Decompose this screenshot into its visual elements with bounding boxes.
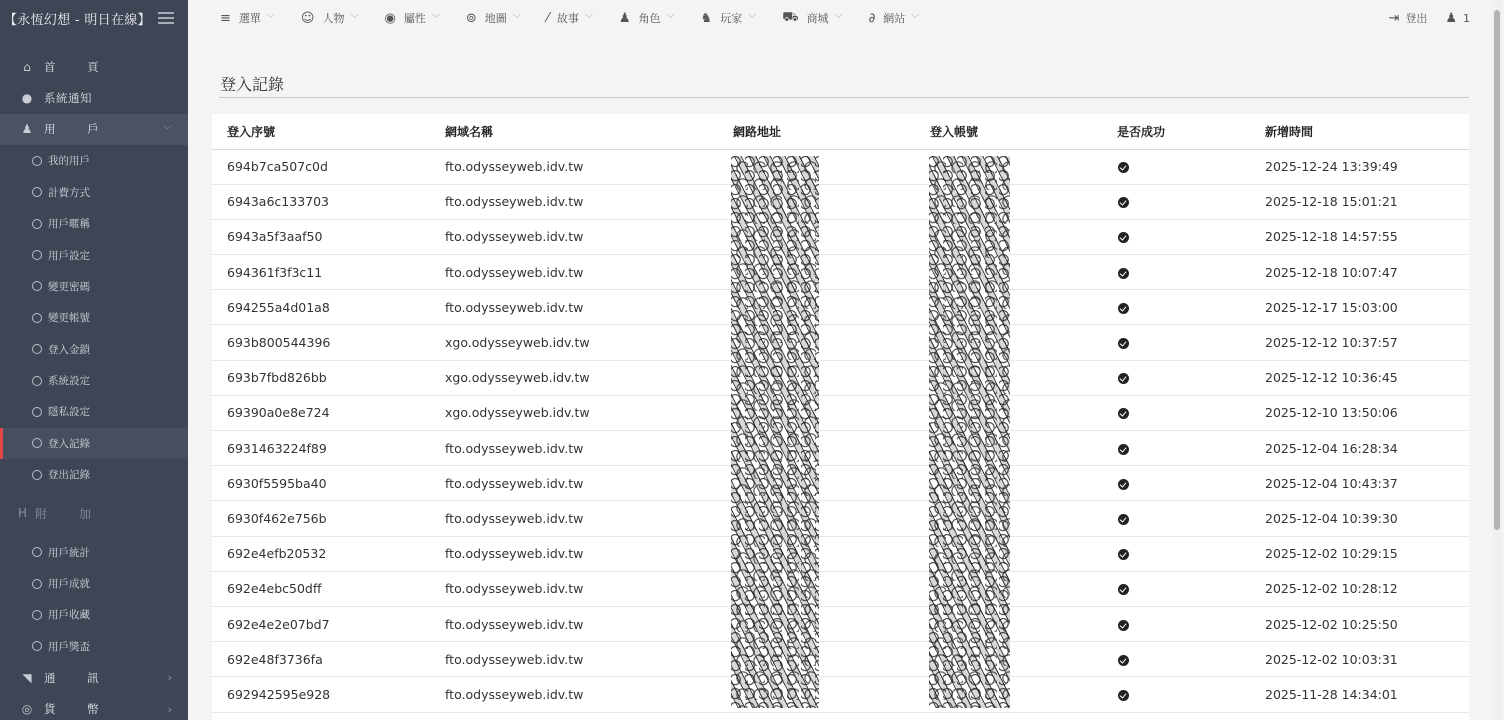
cell-success: [1102, 677, 1250, 712]
cell-success: [1102, 501, 1250, 536]
sidebar-subitem[interactable]: [0, 365, 188, 396]
table-row: [212, 431, 1469, 466]
column-header-account[interactable]: 登入帳號: [915, 114, 1102, 149]
sidebar-subitem-label: 系統設定: [48, 375, 90, 388]
check-circle-icon: [1118, 373, 1129, 384]
topnav-attributes[interactable]: [384, 10, 439, 26]
circle-icon: [32, 250, 42, 260]
cell-domain: fto.odysseyweb.idv.tw: [430, 255, 718, 290]
cell-success: [1102, 642, 1250, 677]
top-navigation: [188, 0, 1504, 36]
table-row: [212, 642, 1469, 677]
map-pin-icon: ⊚: [465, 10, 477, 26]
topnav-label: 地圖: [484, 12, 507, 25]
cell-domain: fto.odysseyweb.idv.tw: [430, 219, 718, 254]
circle-icon: [32, 547, 42, 557]
cell-domain: fto.odysseyweb.idv.tw: [430, 501, 718, 536]
check-circle-icon: [1118, 690, 1129, 701]
cart-icon: ⛟: [782, 9, 799, 25]
check-circle-icon: [1118, 162, 1129, 173]
page-scrollbar[interactable]: [1492, 0, 1502, 720]
circle-icon: [32, 610, 42, 620]
app-brand: [0, 0, 188, 36]
link-icon: ∂: [868, 10, 876, 26]
check-circle-icon: [1118, 444, 1129, 455]
user-icon: ♟: [21, 122, 33, 137]
circle-icon: [32, 407, 42, 417]
logout-label: 登出: [1405, 12, 1428, 25]
circle-icon: [32, 470, 42, 480]
cell-success: [1102, 536, 1250, 571]
topnav-label: 故事: [556, 12, 579, 25]
sidebar-section-extra: [0, 490, 188, 536]
chevron-right-icon: ›: [167, 671, 172, 685]
sidebar-subitem[interactable]: [0, 145, 188, 176]
chevron-down-icon: ﹀: [266, 13, 275, 23]
circle-icon: [32, 281, 42, 291]
table-row: [212, 571, 1469, 606]
sidebar-subitem[interactable]: [0, 428, 188, 459]
account-mosaic: [929, 156, 1010, 708]
sidebar-item-home[interactable]: [0, 51, 188, 82]
cell-login-id: 694255a4d01a8: [212, 290, 430, 325]
column-header-domain[interactable]: 網域名稱: [430, 114, 718, 149]
circle-icon: [32, 579, 42, 589]
table-row: [212, 677, 1469, 712]
cell-domain: fto.odysseyweb.idv.tw: [430, 642, 718, 677]
online-users[interactable]: [1445, 11, 1470, 26]
sidebar-subitem[interactable]: [0, 631, 188, 662]
cell-success: [1102, 149, 1250, 184]
cell-success: [1102, 290, 1250, 325]
topnav-website[interactable]: [869, 10, 920, 26]
online-count: 1: [1463, 11, 1470, 25]
chevron-down-icon: ﹀: [431, 13, 440, 23]
topnav-label: 玩家: [720, 12, 743, 25]
cell-login-id: 6931463224f89: [212, 431, 430, 466]
sidebar-item-messaging[interactable]: [0, 662, 188, 693]
cell-time: 2025-12-04 10:39:30: [1250, 501, 1469, 536]
circle-icon: [32, 187, 42, 197]
cell-domain: xgo.odysseyweb.idv.tw: [430, 395, 718, 430]
cell-login-id: 6930f5595ba40: [212, 466, 430, 501]
cell-domain: fto.odysseyweb.idv.tw: [430, 606, 718, 641]
cell-login-id: 694b7ca507c0d: [212, 149, 430, 184]
users-submenu: [0, 145, 188, 490]
coin-icon: ◎: [21, 702, 33, 717]
column-header-id[interactable]: 登入序號: [212, 114, 430, 149]
sidebar-subitem-label: 登出記錄: [48, 469, 90, 482]
circle-icon: [32, 344, 42, 354]
table-row: [212, 184, 1469, 219]
table-row: [212, 360, 1469, 395]
circle-icon: [32, 438, 42, 448]
sidebar-subitem[interactable]: [0, 239, 188, 270]
wand-icon: ⁄: [546, 10, 549, 26]
sidebar-subitem[interactable]: [0, 396, 188, 427]
cell-time: 2025-12-24 13:39:49: [1250, 149, 1469, 184]
cell-login-id: 692e4e2e07bd7: [212, 606, 430, 641]
cell-success: [1102, 606, 1250, 641]
heading-icon: H: [18, 506, 28, 521]
cell-success: [1102, 571, 1250, 606]
logout-button[interactable]: [1388, 10, 1427, 26]
sidebar-subitem-label: 用戶設定: [48, 249, 90, 262]
sidebar-item-label: 系統通知: [44, 91, 92, 106]
cell-login-id: 6930f462e756b: [212, 501, 430, 536]
cell-domain: fto.odysseyweb.idv.tw: [430, 290, 718, 325]
cell-time: 2025-12-02 10:03:31: [1250, 642, 1469, 677]
circle-icon: [32, 156, 42, 166]
circle-icon: [32, 219, 42, 229]
sidebar-subitem[interactable]: [0, 568, 188, 599]
home-icon: ⌂: [23, 59, 31, 74]
sidebar-subitem[interactable]: [0, 536, 188, 567]
cell-time: 2025-12-10 13:50:06: [1250, 395, 1469, 430]
cell-success: [1102, 219, 1250, 254]
check-circle-icon: [1118, 479, 1129, 490]
cell-success: [1102, 431, 1250, 466]
cell-time: 2025-12-18 15:01:21: [1250, 184, 1469, 219]
topnav-label: 網站: [883, 12, 906, 25]
cell-domain: fto.odysseyweb.idv.tw: [430, 149, 718, 184]
sidebar-item-notifications[interactable]: [0, 82, 188, 113]
sidebar-subitem[interactable]: [0, 334, 188, 365]
sidebar-subitem-label: 登入金鎖: [48, 343, 90, 356]
sidebar-subitem-label: 用戶暱稱: [48, 218, 90, 231]
chevron-down-icon: ﹀: [512, 13, 521, 23]
login-records-panel: [212, 114, 1469, 720]
sidebar-item-label: 通 訊: [44, 670, 113, 685]
cell-time: 2025-12-18 10:07:47: [1250, 255, 1469, 290]
chevron-right-icon: ›: [167, 702, 172, 716]
cell-domain: fto.odysseyweb.idv.tw: [430, 571, 718, 606]
cell-time: 2025-11-28 14:34:01: [1250, 677, 1469, 712]
sidebar-subitem[interactable]: [0, 599, 188, 630]
cell-time: 2025-12-02 10:25:50: [1250, 606, 1469, 641]
cell-time: 2025-12-17 15:03:00: [1250, 290, 1469, 325]
cell-login-id: 692e48f3736fa: [212, 642, 430, 677]
person-circle-icon: ☺: [300, 10, 315, 26]
topnav-players[interactable]: [701, 10, 757, 26]
check-circle-icon: [1118, 514, 1129, 525]
logout-icon: ⇥: [1388, 10, 1400, 26]
sidebar-subitem-label: 我的用戶: [48, 155, 90, 168]
users-icon: ♟: [1445, 10, 1457, 26]
table-row: [212, 501, 1469, 536]
topnav-menu[interactable]: [220, 10, 275, 26]
sidebar-subitem[interactable]: [0, 271, 188, 302]
user-icon: ♟: [618, 10, 631, 26]
check-circle-icon: [1118, 303, 1129, 314]
topnav-map[interactable]: [466, 10, 521, 26]
sidebar-subitem-label: 計費方式: [48, 186, 90, 199]
sidebar-subitem-label: 變更密碼: [48, 280, 90, 293]
table-row: [212, 606, 1469, 641]
app-title: 【永恆幻想 - 明日在線】: [4, 12, 151, 28]
column-header-time[interactable]: 新增時間: [1250, 114, 1469, 149]
chevron-down-icon: ﹀: [666, 13, 675, 23]
circle-icon: [32, 313, 42, 323]
group-icon: ♞: [700, 10, 713, 26]
cell-login-id: 692e4ebc50dff: [212, 571, 430, 606]
check-circle-icon: [1118, 338, 1129, 349]
globe-icon: ◉: [384, 10, 396, 26]
sidebar-spacer: [0, 36, 188, 51]
cell-success: [1102, 255, 1250, 290]
cell-time: 2025-12-04 10:43:37: [1250, 466, 1469, 501]
cell-time: 2025-12-12 10:36:45: [1250, 360, 1469, 395]
circle-icon: [32, 641, 42, 651]
extra-submenu: [0, 536, 188, 662]
column-header-ip[interactable]: 網路地址: [718, 114, 915, 149]
sidebar-section-label: 附 加: [35, 506, 105, 521]
sidebar: [0, 0, 188, 720]
topnav-characters[interactable]: [301, 10, 359, 26]
chevron-down-icon: ﹀: [911, 13, 920, 23]
table-row: [212, 149, 1469, 184]
chevron-down-icon: ﹀: [834, 13, 843, 23]
topnav-label: 屬性: [403, 12, 426, 25]
cell-success: [1102, 395, 1250, 430]
cell-time: 2025-12-12 10:37:57: [1250, 325, 1469, 360]
cell-success: [1102, 360, 1250, 395]
topnav-label: 人物: [322, 12, 345, 25]
scrollbar-thumb[interactable]: [1494, 10, 1500, 530]
cell-domain: fto.odysseyweb.idv.tw: [430, 536, 718, 571]
sidebar-subitem-label: 用戶收藏: [48, 609, 90, 622]
circle-icon: [32, 376, 42, 386]
check-circle-icon: [1118, 620, 1129, 631]
page-title: 登入記錄: [220, 75, 285, 94]
check-circle-icon: [1118, 232, 1129, 243]
sidebar-subitem-label: 用戶成就: [48, 578, 90, 591]
table-body: [212, 149, 1469, 712]
chevron-down-icon: ﹀: [162, 125, 172, 136]
cell-domain: fto.odysseyweb.idv.tw: [430, 466, 718, 501]
cell-success: [1102, 184, 1250, 219]
topnav-story[interactable]: [547, 10, 593, 26]
sidebar-subitem-label: 用戶獎盃: [48, 640, 90, 653]
check-circle-icon: [1118, 584, 1129, 595]
sidebar-subitem[interactable]: [0, 459, 188, 490]
cell-domain: fto.odysseyweb.idv.tw: [430, 677, 718, 712]
cell-login-id: 6943a6c133703: [212, 184, 430, 219]
cell-login-id: 6943a5f3aaf50: [212, 219, 430, 254]
cell-domain: xgo.odysseyweb.idv.tw: [430, 360, 718, 395]
check-circle-icon: [1118, 655, 1129, 666]
chevron-down-icon: ﹀: [748, 13, 757, 23]
topbar-right: [1370, 0, 1470, 36]
cell-domain: fto.odysseyweb.idv.tw: [430, 184, 718, 219]
cell-success: [1102, 466, 1250, 501]
chevron-down-icon: ﹀: [350, 13, 359, 23]
table-row: [212, 536, 1469, 571]
table-row: [212, 466, 1469, 501]
cell-login-id: 693b800544396: [212, 325, 430, 360]
table-row: [212, 219, 1469, 254]
cell-time: 2025-12-02 10:29:15: [1250, 536, 1469, 571]
check-circle-icon: [1118, 408, 1129, 419]
table-header-row: [212, 114, 1469, 149]
chevron-down-icon: ﹀: [584, 13, 593, 23]
cell-login-id: 692942595e928: [212, 677, 430, 712]
menu-icon: ≡: [220, 10, 231, 26]
cell-login-id: 693b7fbd826bb: [212, 360, 430, 395]
check-circle-icon: [1118, 549, 1129, 560]
table-row: [212, 255, 1469, 290]
cell-time: 2025-12-18 14:57:55: [1250, 219, 1469, 254]
cell-login-id: 69390a0e8e724: [212, 395, 430, 430]
title-divider: [219, 97, 1469, 98]
cell-login-id: 694361f3f3c11: [212, 255, 430, 290]
table-row: [212, 290, 1469, 325]
login-records-table: [212, 114, 1469, 713]
table-row: [212, 395, 1469, 430]
sidebar-subitem-label: 隱私設定: [48, 406, 90, 419]
cell-login-id: 692e4efb20532: [212, 536, 430, 571]
cell-time: 2025-12-02 10:28:12: [1250, 571, 1469, 606]
ip-address-mosaic: [731, 156, 819, 708]
chat-icon: ●: [21, 91, 33, 106]
sidebar-subitem-label: 登入記錄: [48, 437, 90, 450]
cell-success: [1102, 325, 1250, 360]
sidebar-subitem-label: 變更帳號: [48, 312, 90, 325]
sidebar-item-label: 用 戶: [44, 122, 113, 137]
cell-time: 2025-12-04 16:28:34: [1250, 431, 1469, 466]
sidebar-subitem[interactable]: [0, 302, 188, 333]
column-header-success[interactable]: 是否成功: [1102, 114, 1250, 149]
hamburger-menu-icon[interactable]: [158, 12, 174, 24]
topnav-label: 商城: [806, 12, 829, 25]
sidebar-subitem[interactable]: [0, 208, 188, 239]
sidebar-item-label: 首 頁: [44, 59, 113, 74]
sidebar-subitem-label: 用戶統計: [48, 546, 90, 559]
check-circle-icon: [1118, 197, 1129, 208]
sidebar-item-currency[interactable]: [0, 693, 188, 720]
topnav-label: 選單: [238, 12, 261, 25]
topnav-label: 角色: [638, 12, 661, 25]
sidebar-item-users[interactable]: [0, 114, 188, 145]
topnav-roles[interactable]: [619, 10, 675, 26]
cell-domain: xgo.odysseyweb.idv.tw: [430, 325, 718, 360]
sidebar-subitem[interactable]: [0, 177, 188, 208]
topnav-shop[interactable]: [782, 10, 842, 27]
sidebar-item-label: 貨 幣: [44, 702, 113, 717]
megaphone-icon: ◥: [22, 670, 32, 685]
check-circle-icon: [1118, 268, 1129, 279]
table-row: [212, 325, 1469, 360]
cell-domain: fto.odysseyweb.idv.tw: [430, 431, 718, 466]
